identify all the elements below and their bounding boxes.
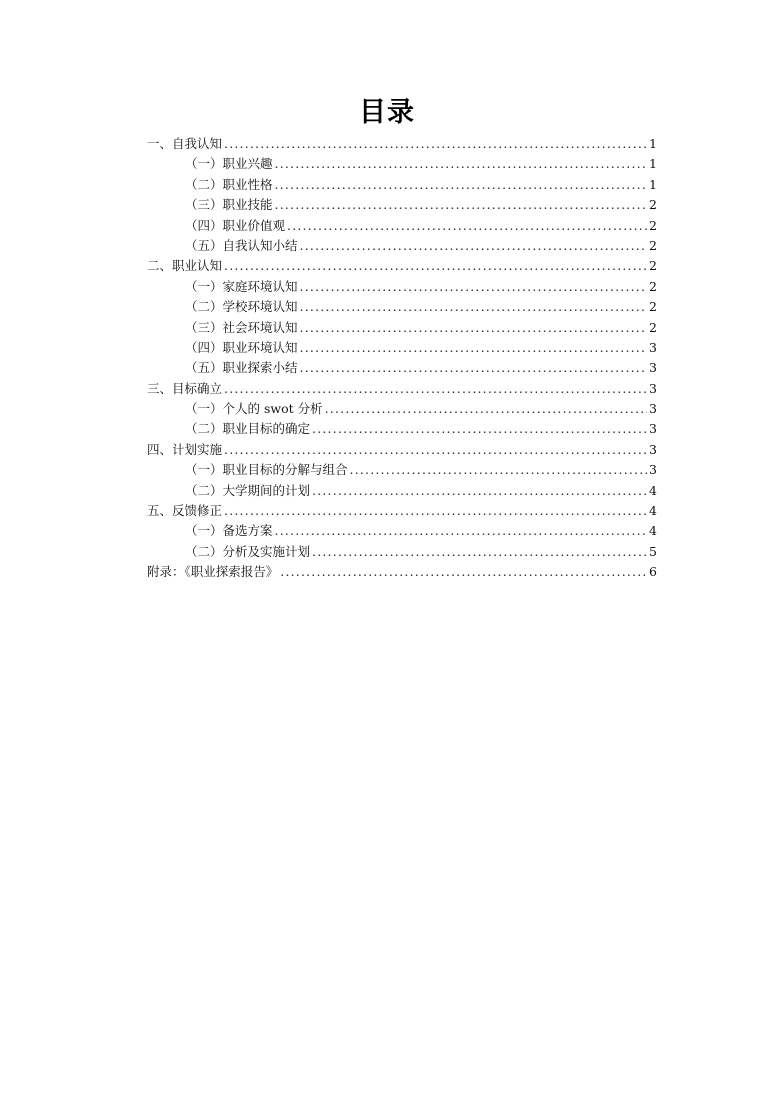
toc-entry-text: 三、目标确立 (147, 380, 223, 396)
toc-page-number: 2 (649, 237, 657, 253)
toc-dot-leader (325, 399, 647, 419)
toc-entry-text: （一）职业目标的分解与组合 (185, 462, 348, 478)
toc-entry-text: （二）分析及实施计划 (185, 543, 311, 559)
toc-entry[interactable] (147, 195, 657, 215)
toc-dot-leader (280, 562, 647, 582)
toc-dot-leader (300, 236, 647, 256)
toc-dot-leader (312, 419, 647, 439)
toc-entry[interactable] (147, 481, 657, 501)
toc-page-number: 3 (649, 360, 657, 376)
toc-list (147, 134, 657, 583)
toc-page-number: 4 (649, 503, 657, 519)
toc-entry-text: （一）职业兴趣 (185, 156, 273, 172)
toc-entry-text: （二）大学期间的计划 (185, 482, 311, 498)
toc-entry[interactable] (147, 399, 657, 419)
toc-entry-text: （一）个人的 swot 分析 (185, 401, 323, 417)
toc-dot-leader (300, 358, 647, 378)
toc-page-number: 1 (649, 156, 657, 172)
toc-entry-text: （三）社会环境认知 (185, 319, 298, 335)
toc-dot-leader (224, 379, 647, 399)
toc-dot-leader (300, 297, 647, 317)
toc-page-number: 2 (649, 299, 657, 315)
toc-entry[interactable] (147, 318, 657, 338)
toc-dot-leader (312, 481, 647, 501)
toc-entry[interactable] (147, 542, 657, 562)
toc-entry-text: 五、反馈修正 (147, 503, 223, 519)
toc-dot-leader (300, 277, 647, 297)
toc-entry-text: （二）学校环境认知 (185, 299, 298, 315)
toc-dot-leader (224, 501, 647, 521)
toc-title: 目录 (359, 97, 415, 128)
toc-page-number: 2 (649, 278, 657, 294)
toc-entry-text: （二）职业目标的确定 (185, 421, 311, 437)
toc-entry[interactable] (147, 134, 657, 154)
toc-entry[interactable] (147, 154, 657, 174)
toc-page-number: 1 (649, 176, 657, 192)
toc-page-number: 2 (649, 217, 657, 233)
toc-dot-leader (224, 134, 647, 154)
toc-dot-leader (350, 460, 647, 480)
toc-entry-text: 一、自我认知 (147, 136, 223, 151)
toc-dot-leader (287, 216, 647, 236)
toc-page-number: 3 (649, 462, 657, 478)
toc-page-number: 1 (649, 136, 657, 151)
toc-entry[interactable] (147, 358, 657, 378)
toc-page-number: 3 (649, 339, 657, 355)
toc-entry-text: （一）家庭环境认知 (185, 278, 298, 294)
toc-dot-leader (300, 318, 647, 338)
toc-dot-leader (224, 256, 647, 276)
toc-page-number: 3 (649, 401, 657, 417)
toc-entry-text: （五）职业探索小结 (185, 360, 298, 376)
toc-page-number: 3 (649, 421, 657, 437)
toc-entry[interactable] (147, 460, 657, 480)
toc-entry-text: （三）职业技能 (185, 197, 273, 213)
toc-entry-text: （五）自我认知小结 (185, 237, 298, 253)
toc-entry-text: （一）备选方案 (185, 523, 273, 539)
toc-dot-leader (275, 175, 647, 195)
toc-entry-text: （四）职业价值观 (185, 217, 286, 233)
toc-entry-text: （四）职业环境认知 (185, 339, 298, 355)
toc-entry[interactable] (147, 338, 657, 358)
toc-entry[interactable] (147, 419, 657, 439)
toc-entry-text: 二、职业认知 (147, 258, 223, 274)
toc-entry[interactable] (147, 440, 657, 460)
toc-dot-leader (275, 195, 647, 215)
toc-dot-leader (300, 338, 647, 358)
toc-page-number: 4 (649, 482, 657, 498)
toc-page-number: 5 (649, 543, 657, 559)
toc-dot-leader (224, 440, 647, 460)
toc-entry[interactable] (147, 256, 657, 276)
toc-page-number: 3 (649, 380, 657, 396)
toc-page-number: 4 (649, 523, 657, 539)
toc-page-number: 2 (649, 258, 657, 274)
toc-page-number: 6 (649, 564, 657, 580)
toc-dot-leader (312, 542, 647, 562)
toc-entry[interactable] (147, 501, 657, 521)
toc-entry[interactable] (147, 277, 657, 297)
toc-entry[interactable] (147, 175, 657, 195)
toc-entry[interactable] (147, 216, 657, 236)
toc-page-number: 3 (649, 441, 657, 457)
toc-entry-text: 四、计划实施 (147, 441, 223, 457)
toc-page-number: 2 (649, 319, 657, 335)
toc-entry-text: 附录：《职业探索报告》 (147, 564, 279, 580)
toc-entry[interactable] (147, 521, 657, 541)
toc-page-number: 2 (649, 197, 657, 213)
toc-dot-leader (275, 154, 647, 174)
toc-dot-leader (275, 521, 647, 541)
toc-entry[interactable] (147, 562, 657, 582)
toc-entry-text: （二）职业性格 (185, 176, 273, 192)
toc-entry[interactable] (147, 379, 657, 399)
toc-entry[interactable] (147, 297, 657, 317)
toc-entry[interactable] (147, 236, 657, 256)
